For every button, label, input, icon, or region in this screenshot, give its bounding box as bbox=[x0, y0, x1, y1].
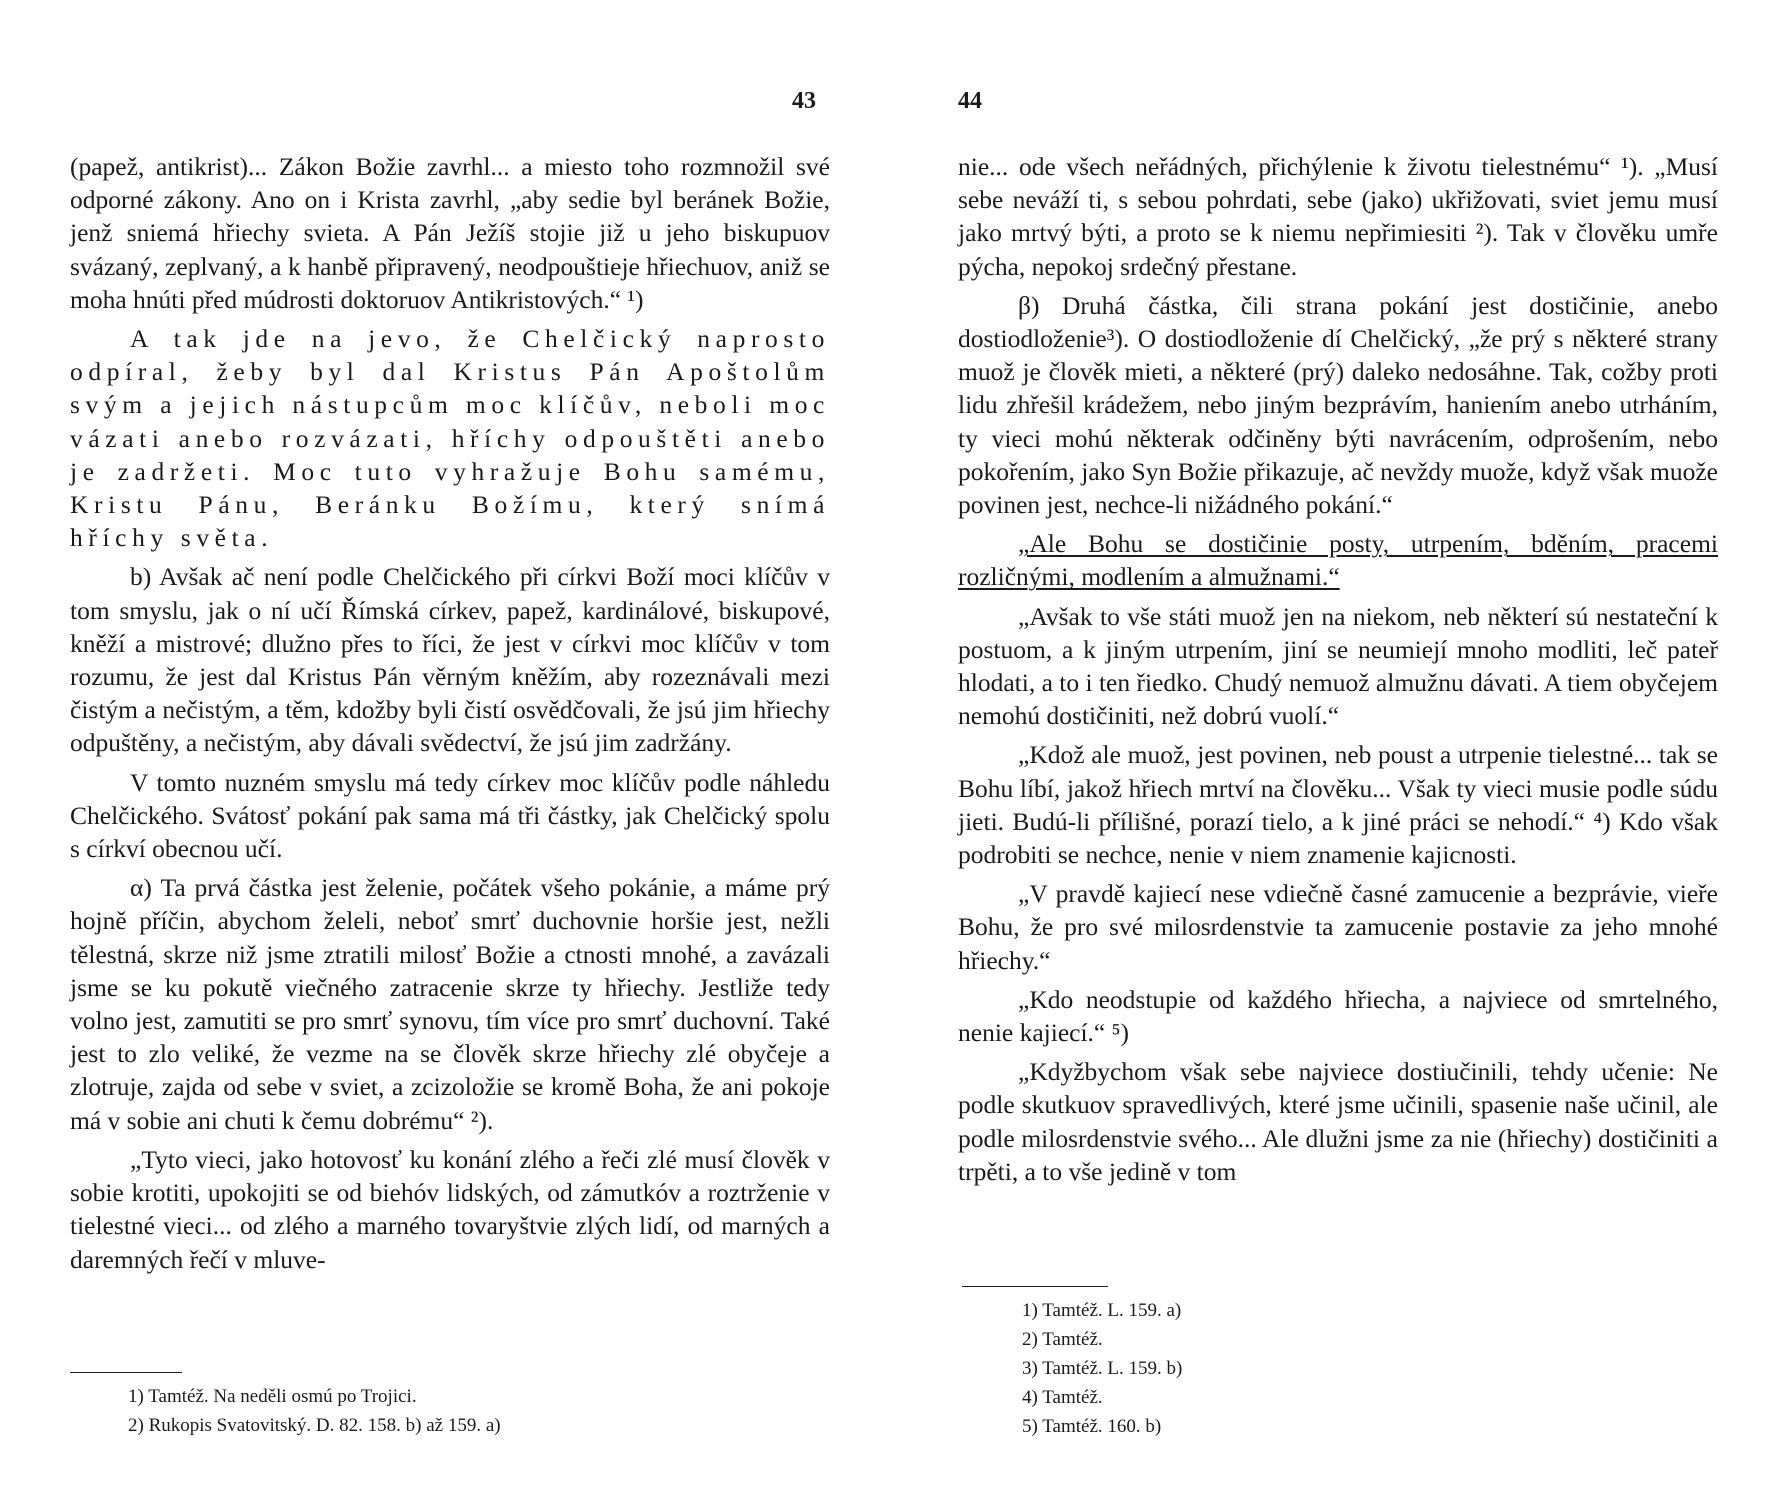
footnote-divider bbox=[70, 1372, 182, 1373]
paragraph: „V pravdě kajiecí nese vdiečně časné zamucenie a bezprávie, vieře Bohu, že pro své milosrdenstvie ta zamucenie postavie za jeho mnohé hřiechy.“ bbox=[958, 879, 1718, 975]
paragraph: „Kdož ale muož, jest povinen, neb poust a utrpenie tielestné... tak se Bohu líbí, jakož hřiech mrtví na člověku... Však ty vieci musie podle súdu jieti. Budú-li přílišné, porazí tielo, a k jiné práci se nehodí.“ ⁴) Kdo však podrobiti se nechce, nenie v niem znamenie kajicnosti. bbox=[958, 740, 1718, 870]
footnote bbox=[128, 1382, 501, 1411]
footnote bbox=[1022, 1354, 1182, 1383]
paragraph: β) Druhá částka, čili strana pokání jest dostičinie, anebo dostiodloženie³). O dostiodloženie dí Chelčický, „že prý s některé strany muož je člověk mieti, a některé (prý) daleko nedosáhne. Tak, cožby proti lidu zhřešil krádežem, nebo jiným bezprávím, haniením anebo utrháním, ty vieci mohú některak odčiněny býti navrácením, odprošením, nebo pokořením, jako Syn Božie přikazuje, ač nevždy muože, když však muože povinen jest, nechce-li nižádného pokání.“ bbox=[958, 290, 1718, 520]
paragraph: α) Ta prvá částka jest želenie, počátek všeho pokánie, a máme prý hojně příčin, abychom želeli, neboť smrť duchovnie horšie jest, nežli tělestná, skrze niž jsme ztratili milosť Božie a ctnosti mnohé, a zavázali jsme se ku pokutě viečného zatracenie skrze ty hřiechy. Jestliže tedy volno jest, zamutiti se pro smrť synovu, tím více pro smrť duchovní. Také jest to zlo veliké, že vezme na se člověk skrze hřiechy zlé obyčeje a zlotruje, zajda od sebe v sviet, a zcizoložie se kromě Boha, že ani pokoje má v sobie ani chuti k čemu dobrému“ ²). bbox=[70, 873, 830, 1135]
left-page-body bbox=[70, 150, 830, 1282]
footnote-mark: 1) bbox=[128, 1386, 144, 1407]
footnote bbox=[1022, 1296, 1182, 1325]
footnote-text: Tamtéž. L. 159. b) bbox=[1042, 1358, 1183, 1379]
paragraph-underlined: „Ale Bohu se dostičinie posty, utrpením, bděním, pracemi rozličnými, modlením a almužnami.“ bbox=[958, 529, 1718, 592]
footnote-mark: 2) bbox=[128, 1415, 144, 1436]
footnote bbox=[1022, 1325, 1182, 1354]
footnote-text: Tamtéž. bbox=[1042, 1387, 1103, 1408]
footnote-text: Tamtéž. 160. b) bbox=[1042, 1416, 1162, 1437]
paragraph: nie... ode všech neřádných, přichýlenie k životu tielestnému“ ¹). „Musí sebe neváží ti, s sebou pohrdati, sebe (jako) ukřižovati, sviet jemu musí jako mrtvý býti, a proto se k niemu nepřimiesiti ²). Tak v člověku umře pýcha, nepokoj srdečný přestane. bbox=[958, 152, 1718, 281]
paragraph: „Kdo neodstupie od každého hřiecha, a najviece od smrtelného, nenie kajiecí.“ ⁵) bbox=[958, 984, 1718, 1048]
footnotes-right bbox=[1022, 1296, 1182, 1441]
footnote-mark: 1) bbox=[1022, 1300, 1038, 1321]
paragraph-spaced: A tak jde na jevo, že Chelčický naprosto odpíral, žeby byl dal Kristus Pán Apoštolům svým a jejich nástupcům moc klíčův, neboli moc vázati anebo rozvázati, hříchy odpouštěti anebo je zadržeti. Moc tuto vyhražuje Bohu samému, Kristu Pánu, Beránku Božímu, který snímá hříchy světa. bbox=[70, 324, 830, 553]
footnote-mark: 4) bbox=[1022, 1387, 1038, 1408]
page-number-right: 44 bbox=[958, 88, 982, 114]
footnote-text: Tamtéž. L. 159. a) bbox=[1042, 1300, 1182, 1321]
footnote-divider bbox=[962, 1286, 1108, 1287]
footnote-mark: 3) bbox=[1022, 1358, 1038, 1379]
page-number-left: 43 bbox=[792, 88, 816, 114]
paragraph: b) Avšak ač není podle Chelčického při církvi Boží moci klíčův v tom smyslu, jak o ní učí Římská církev, papež, kardinálové, biskupové, kněží a mistrové; dlužno přes to říci, že jest v církvi moc klíčův v tom rozumu, že jest dal Kristus Pán věrným kněžím, aby rozeznávali mezi čistým a nečistým, a těm, kdožby byli čistí osvědčovali, že jsú jim hřiechy odpuštěny, a nečistým, aby dávali svědectví, že jsú jim zadržány. bbox=[70, 562, 830, 758]
footnote bbox=[128, 1411, 501, 1440]
footnote-text: Tamtéž. bbox=[1042, 1329, 1103, 1350]
footnote-text: Rukopis Svatovitský. D. 82. 158. b) až 159. a) bbox=[148, 1415, 501, 1436]
footnote bbox=[1022, 1383, 1182, 1412]
footnotes-left bbox=[128, 1382, 501, 1440]
footnote bbox=[1022, 1412, 1182, 1441]
paragraph: „Tyto vieci, jako hotovosť ku konání zlého a řeči zlé musí člověk v sobie krotiti, upokojiti se od biehóv lidských, od zámutkóv a roztrženie v tielestné vieci... od zlého a marného tovaryštvie zlých lidí, od marných a daremných řečí v mluve- bbox=[70, 1144, 830, 1274]
right-page-body bbox=[958, 150, 1718, 1194]
paragraph: „Avšak to vše státi muož jen na niekom, neb některí sú nestateční k postuom, a k jiným utrpením, jiní se neumiejí mnoho modliti, leč pateř hlodati, a to i ten řiedko. Chudý nemuož almužnu dávati. A tiem obyčejem nemohú dostičiniti, než dobrú vuolí.“ bbox=[958, 601, 1718, 731]
paragraph: „Kdyžbychom však sebe najviece dostiučinili, tehdy učenie: Ne podle skutkuov spravedlivých, které jsme učinili, spasenie naše učinil, ale podle milosrdenstvie svého... Ale dlužni jsme za nie (hřiechy) dostičiniti a trpěti, a to vše jedině v tom bbox=[958, 1057, 1718, 1186]
paragraph: (papež, antikrist)... Zákon Božie zavrhl... a miesto toho rozmnožil své odporné zákony. Ano on i Krista zavrhl, „aby sedie byl beránek Božie, jenž sniemá hřiechy svieta. A Pán Ježíš stojie již u jeho biskupuov svázaný, zeplvaný, a k hanbě připravený, neodpouštieje hřiechuov, aniž se moha hnúti před múdrosti doktoruov Antikristových.“ ¹) bbox=[70, 152, 830, 314]
paragraph: V tomto nuzném smyslu má tedy církev moc klíčův podle náhledu Chelčického. Svátosť pokání pak sama má tři částky, jak Chelčický spolu s církví obecnou učí. bbox=[70, 767, 830, 864]
footnote-mark: 2) bbox=[1022, 1329, 1038, 1350]
footnote-mark: 5) bbox=[1022, 1416, 1038, 1437]
footnote-text: Tamtéž. Na neděli osmú po Trojici. bbox=[148, 1386, 417, 1407]
